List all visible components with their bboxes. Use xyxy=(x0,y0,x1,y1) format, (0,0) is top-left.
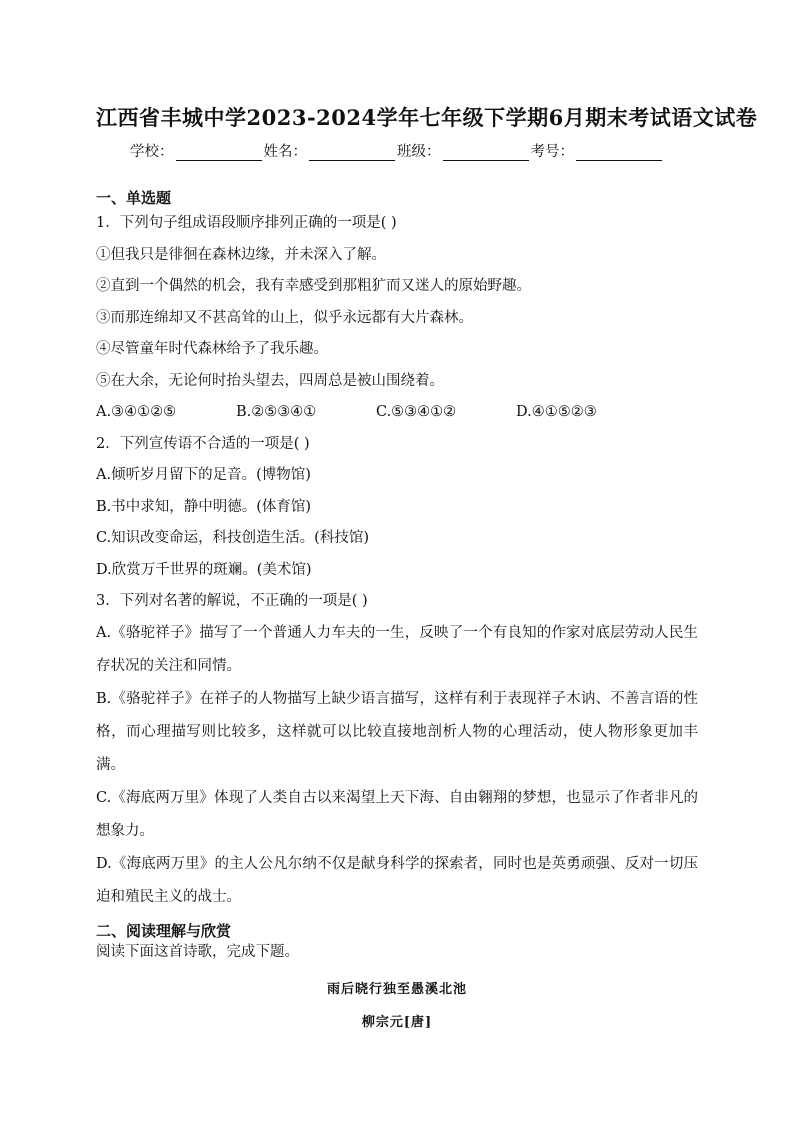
school-blank xyxy=(176,146,262,161)
section-heading-reading: 二、阅读理解与欣赏 xyxy=(96,921,232,940)
page-title: 江西省丰城中学2023-2024学年七年级下学期6月期末考试语文试卷 xyxy=(96,105,758,130)
student-info-line xyxy=(96,140,698,161)
q2-option-b: B.书中求知，静中明德。(体育馆) xyxy=(96,498,312,515)
exam-number-label: 考号： xyxy=(530,144,574,160)
name-field xyxy=(264,140,398,161)
q2-option-d: D.欣赏万千世界的斑斓。(美术馆) xyxy=(96,561,312,578)
exam-number-field xyxy=(531,140,665,161)
q3-option-a: A.《骆驼祥子》描写了一个普通人力车夫的一生，反映了一个有良知的作家对底层劳动人民生存状况的关注和同情。 xyxy=(96,624,698,674)
q1-sentence-5: ⑤在大余，无论何时抬头望去，四周总是被山围绕着。 xyxy=(96,372,444,389)
poem-author: 柳宗元[唐] xyxy=(361,1014,433,1030)
reading-intro: 阅读下面这首诗歌，完成下题。 xyxy=(96,943,299,960)
question-3-stem: 3．下列对名著的解说，不正确的一项是( ) xyxy=(96,593,368,609)
q1-option-c: C.⑤③④①② xyxy=(376,404,457,420)
q3-option-c: C.《海底两万里》体现了人类自古以来渴望上天下海、自由翱翔的梦想，也显示了作者非凡的想象力。 xyxy=(96,789,698,839)
q1-sentence-3: ③而那连绵却又不甚高耸的山上，似乎永远都有大片森林。 xyxy=(96,309,473,326)
q3-options xyxy=(96,617,698,914)
q1-option-d: D.④①⑤②③ xyxy=(516,404,597,420)
section-heading-single-choice: 一、单选题 xyxy=(96,189,172,207)
q1-option-a: A.③④①②⑤ xyxy=(96,404,177,420)
q2-option-a: A.倾听岁月留下的足音。(博物馆) xyxy=(96,467,311,483)
exam-number-blank xyxy=(576,146,662,161)
school-field xyxy=(130,140,264,161)
name-blank xyxy=(309,146,395,161)
q1-sentence-1: ①但我只是徘徊在森林边缘，并未深入了解。 xyxy=(96,246,386,263)
class-label: 班级： xyxy=(397,144,441,160)
q1-sentence-2: ②直到一个偶然的机会，我有幸感受到那粗犷而又迷人的原始野趣。 xyxy=(96,278,531,294)
question-2-stem: 2．下列宣传语不合适的一项是( ) xyxy=(96,435,310,452)
q3-option-b: B.《骆驼祥子》在祥子的人物描写上缺少语言描写，这样有利于表现祥子木讷、不善言语的性格，而心理描写则比较多，这样就可以比较直接地剖析人物的心理活动，使人物形象更加丰满。 xyxy=(96,690,698,773)
question-1-stem: 1．下列句子组成语段顺序排列正确的一项是( ) xyxy=(96,215,397,231)
school-label: 学校： xyxy=(130,144,174,160)
q2-option-c: C.知识改变命运，科技创造生活。(科技馆) xyxy=(96,530,369,546)
poem-title: 雨后晓行独至愚溪北池 xyxy=(326,981,467,997)
name-label: 姓名： xyxy=(263,144,307,160)
q1-sentence-4: ④尽管童年时代森林给予了我乐趣。 xyxy=(96,341,328,357)
q1-option-b: B.②⑤③④① xyxy=(236,404,317,420)
class-field xyxy=(397,140,531,161)
q1-options xyxy=(96,402,698,422)
class-blank xyxy=(443,146,529,161)
q3-option-d: D.《海底两万里》的主人公凡尔纳不仅是献身科学的探索者，同时也是英勇顽强、反对一切压迫和殖民主义的战士。 xyxy=(96,855,698,905)
